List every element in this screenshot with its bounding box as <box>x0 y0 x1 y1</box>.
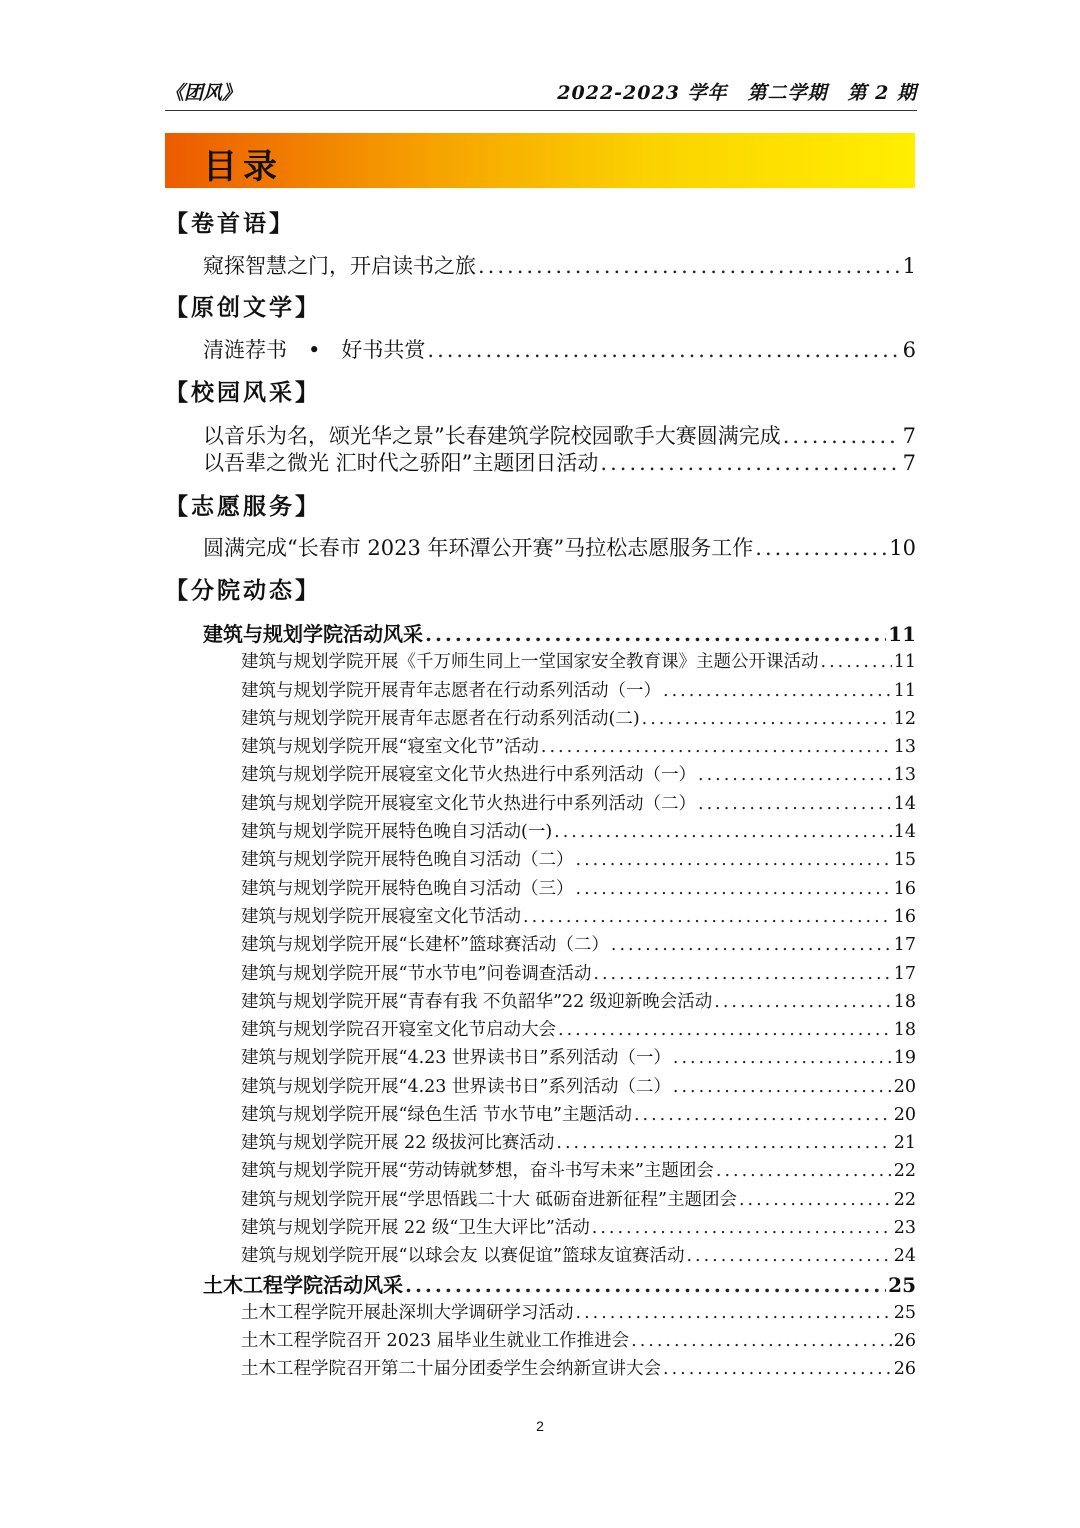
dot-leader <box>576 850 892 870</box>
toc-entry[interactable] <box>241 1186 916 1211</box>
toc-entry-title: 建筑与规划学院开展特色晚自习活动(一) <box>241 822 553 842</box>
toc-entry[interactable] <box>241 931 916 956</box>
dot-leader <box>611 935 892 955</box>
toc-entry-page: 7 <box>902 424 916 448</box>
toc-entry-title: 建筑与规划学院开展《千万师生同上一堂国家安全教育课》主题公开课活动 <box>241 652 819 672</box>
toc-entry-page: 22 <box>893 1190 916 1210</box>
toc-entry-page: 18 <box>893 1020 916 1040</box>
journal-name: 《团风》 <box>165 82 242 104</box>
dot-leader <box>714 992 891 1012</box>
toc-entry[interactable] <box>241 960 916 985</box>
toc-entry-page: 17 <box>893 964 916 984</box>
toc-entry-page: 14 <box>893 794 916 814</box>
toc-entry-page: 14 <box>893 822 916 842</box>
toc-entry-title: 圆满完成“长春市 2023 年环潭公开赛”马拉松志愿服务工作 <box>203 536 754 560</box>
toc-entry-page: 11 <box>893 681 916 701</box>
toc-entry-title: 以吾辈之微光 汇时代之骄阳”主题团日活动 <box>203 451 599 475</box>
toc-entry[interactable] <box>241 761 916 786</box>
toc-entry-page: 1 <box>902 254 916 278</box>
toc-entry-page: 13 <box>893 765 916 785</box>
dot-leader <box>755 536 887 560</box>
toc-entry-title: 建筑与规划学院开展特色晚自习活动（三） <box>241 879 574 899</box>
section-heading-volunteer: 【志愿服务】 <box>165 493 321 520</box>
dot-leader <box>673 1048 892 1068</box>
dot-leader <box>673 1077 892 1097</box>
dot-leader <box>821 652 892 672</box>
section-heading-college-news: 【分院动态】 <box>165 577 321 604</box>
dot-leader <box>698 765 892 785</box>
toc-entry-college[interactable] <box>203 1269 916 1298</box>
toc-entry-title: 建筑与规划学院开展“寝室文化节”活动 <box>241 737 539 757</box>
toc-entry-title: 窥探智慧之门，开启读书之旅 <box>203 254 476 278</box>
toc-entry-title: 建筑与规划学院开展“学思悟践二十大 砥砺奋进新征程”主题团会 <box>241 1190 737 1210</box>
dot-leader <box>663 1359 892 1379</box>
toc-entry-title: 建筑与规划学院开展“青春有我 不负韶华”22 级迎新晚会活动 <box>241 992 713 1012</box>
toc-entry-page: 22 <box>893 1161 916 1181</box>
toc-entry-title: 以音乐为名，颂光华之景”长春建筑学院校园歌手大赛圆满完成 <box>203 424 781 448</box>
toc-entry[interactable] <box>241 790 916 815</box>
toc-entry[interactable] <box>241 818 916 843</box>
dot-leader <box>663 681 892 701</box>
dot-leader <box>541 737 892 757</box>
toc-entry[interactable] <box>241 1327 916 1352</box>
dot-leader <box>698 794 892 814</box>
dot-leader <box>405 1273 886 1297</box>
toc-entry-college[interactable] <box>203 618 916 647</box>
section-heading-campus: 【校园风采】 <box>165 379 321 406</box>
dot-leader <box>425 622 886 646</box>
toc-entry[interactable] <box>203 532 916 562</box>
toc-entry-page: 25 <box>893 1303 916 1323</box>
toc-entry-title: 建筑与规划学院开展“4.23 世界读书日”系列活动（二） <box>241 1077 671 1097</box>
toc-entry[interactable] <box>241 846 916 871</box>
toc-entry-page: 7 <box>902 451 916 475</box>
toc-entry-title: 建筑与规划学院开展“绿色生活 节水节电”主题活动 <box>241 1105 632 1125</box>
toc-entry-title: 土木工程学院开展赴深圳大学调研学习活动 <box>241 1303 574 1323</box>
toc-entry[interactable] <box>241 1073 916 1098</box>
toc-entry-title: 建筑与规划学院开展“以球会友 以赛促谊”篮球友谊赛活动 <box>241 1246 685 1266</box>
toc-entry-page: 24 <box>893 1246 916 1266</box>
section-heading-literature: 【原创文学】 <box>165 294 321 321</box>
toc-entry[interactable] <box>241 1044 916 1069</box>
toc-entry-page: 6 <box>902 338 916 362</box>
header-rule <box>165 110 917 111</box>
toc-entry-title: 建筑与规划学院开展 22 级拔河比赛活动 <box>241 1133 555 1153</box>
toc-entry-title: 建筑与规划学院开展“劳动铸就梦想，奋斗书写未来”主题团会 <box>241 1161 714 1181</box>
toc-entry-page: 20 <box>893 1077 916 1097</box>
toc-entry-title: 土木工程学院召开 2023 届毕业生就业工作推进会 <box>241 1331 630 1351</box>
toc-entry-title: 建筑与规划学院召开寝室文化节启动大会 <box>241 1020 556 1040</box>
dot-leader <box>739 1190 892 1210</box>
toc-entry[interactable] <box>241 903 916 928</box>
dot-leader <box>592 1218 892 1238</box>
toc-entry-page: 25 <box>888 1273 916 1297</box>
dot-leader <box>558 1020 892 1040</box>
toc-entry[interactable] <box>241 733 916 758</box>
toc-entry-page: 13 <box>893 737 916 757</box>
toc-entry-page: 26 <box>893 1359 916 1379</box>
toc-entry[interactable] <box>241 677 916 702</box>
toc-entry-title: 建筑与规划学院开展“长建杯”篮球赛活动（二） <box>241 935 609 955</box>
toc-entry-page: 11 <box>893 652 916 672</box>
dot-leader <box>716 1161 892 1181</box>
toc-entry[interactable] <box>203 420 916 450</box>
dot-leader <box>478 254 901 278</box>
dot-leader <box>554 822 892 842</box>
page-number: 2 <box>536 1418 544 1434</box>
page-header <box>165 78 917 108</box>
toc-entry-title: 建筑与规划学院开展“4.23 世界读书日”系列活动（一） <box>241 1048 671 1068</box>
toc-entry[interactable] <box>241 1242 916 1267</box>
dot-leader <box>783 424 901 448</box>
toc-entry-page: 18 <box>893 992 916 1012</box>
toc-entry-title: 建筑与规划学院活动风采 <box>203 622 423 646</box>
dot-leader <box>600 451 900 475</box>
toc-entry-title: 建筑与规划学院开展寝室文化节火热进行中系列活动（二） <box>241 794 696 814</box>
toc-title: 目录 <box>203 147 283 187</box>
toc-entry-title: 建筑与规划学院开展特色晚自习活动（二） <box>241 850 574 870</box>
toc-entry-page: 12 <box>893 709 916 729</box>
dot-leader <box>556 1133 891 1153</box>
toc-entry-page: 10 <box>889 536 916 560</box>
dot-leader <box>686 1246 891 1266</box>
dot-leader <box>523 907 892 927</box>
toc-entry-title: 清涟荐书 • 好书共赏 <box>203 338 426 362</box>
toc-entry-page: 19 <box>893 1048 916 1068</box>
dot-leader <box>631 1331 892 1351</box>
toc-entry[interactable] <box>241 1214 916 1239</box>
toc-entry-title: 建筑与规划学院开展青年志愿者在行动系列活动（一） <box>241 681 661 701</box>
toc-entry[interactable] <box>241 1101 916 1126</box>
toc-entry-page: 15 <box>893 850 916 870</box>
toc-entry[interactable] <box>241 1355 916 1380</box>
toc-entry[interactable] <box>241 1157 916 1182</box>
toc-entry-title: 土木工程学院召开第二十届分团委学生会纳新宣讲大会 <box>241 1359 661 1379</box>
toc-entry-title: 土木工程学院活动风采 <box>203 1273 403 1297</box>
dot-leader <box>576 1303 892 1323</box>
toc-entry[interactable] <box>241 705 916 730</box>
dot-leader <box>593 964 891 984</box>
toc-entry-page: 16 <box>893 879 916 899</box>
toc-entry[interactable] <box>203 447 916 477</box>
toc-entry[interactable] <box>241 1299 916 1324</box>
toc-entry-page: 17 <box>893 935 916 955</box>
toc-entry[interactable] <box>203 334 916 364</box>
toc-entry[interactable] <box>241 988 916 1013</box>
dot-leader <box>427 338 900 362</box>
toc-entry-page: 21 <box>893 1133 916 1153</box>
toc-entry-page: 11 <box>888 622 916 646</box>
toc-entry-page: 16 <box>893 907 916 927</box>
toc-entry-title: 建筑与规划学院开展青年志愿者在行动系列活动(二) <box>241 709 640 729</box>
toc-entry-page: 20 <box>893 1105 916 1125</box>
dot-leader <box>642 709 892 729</box>
toc-entry-title: 建筑与规划学院开展“节水节电”问卷调查活动 <box>241 964 592 984</box>
toc-entry[interactable] <box>241 875 916 900</box>
toc-entry-title: 建筑与规划学院开展寝室文化节火热进行中系列活动（一） <box>241 765 696 785</box>
dot-leader <box>634 1105 892 1125</box>
toc-entry-title: 建筑与规划学院开展寝室文化节活动 <box>241 907 521 927</box>
toc-entry-title: 建筑与规划学院开展 22 级“卫生大评比”活动 <box>241 1218 590 1238</box>
toc-entry[interactable] <box>241 1129 916 1154</box>
toc-entry-page: 26 <box>893 1331 916 1351</box>
section-heading-preface: 【卷首语】 <box>165 210 295 237</box>
toc-entry[interactable] <box>241 648 916 673</box>
toc-entry[interactable] <box>241 1016 916 1041</box>
toc-entry-page: 23 <box>893 1218 916 1238</box>
issue-info: 2022-2023 学年 第二学期 第 2 期 <box>557 82 917 104</box>
toc-banner <box>165 133 915 188</box>
dot-leader <box>576 879 892 899</box>
toc-entry[interactable] <box>203 250 916 280</box>
